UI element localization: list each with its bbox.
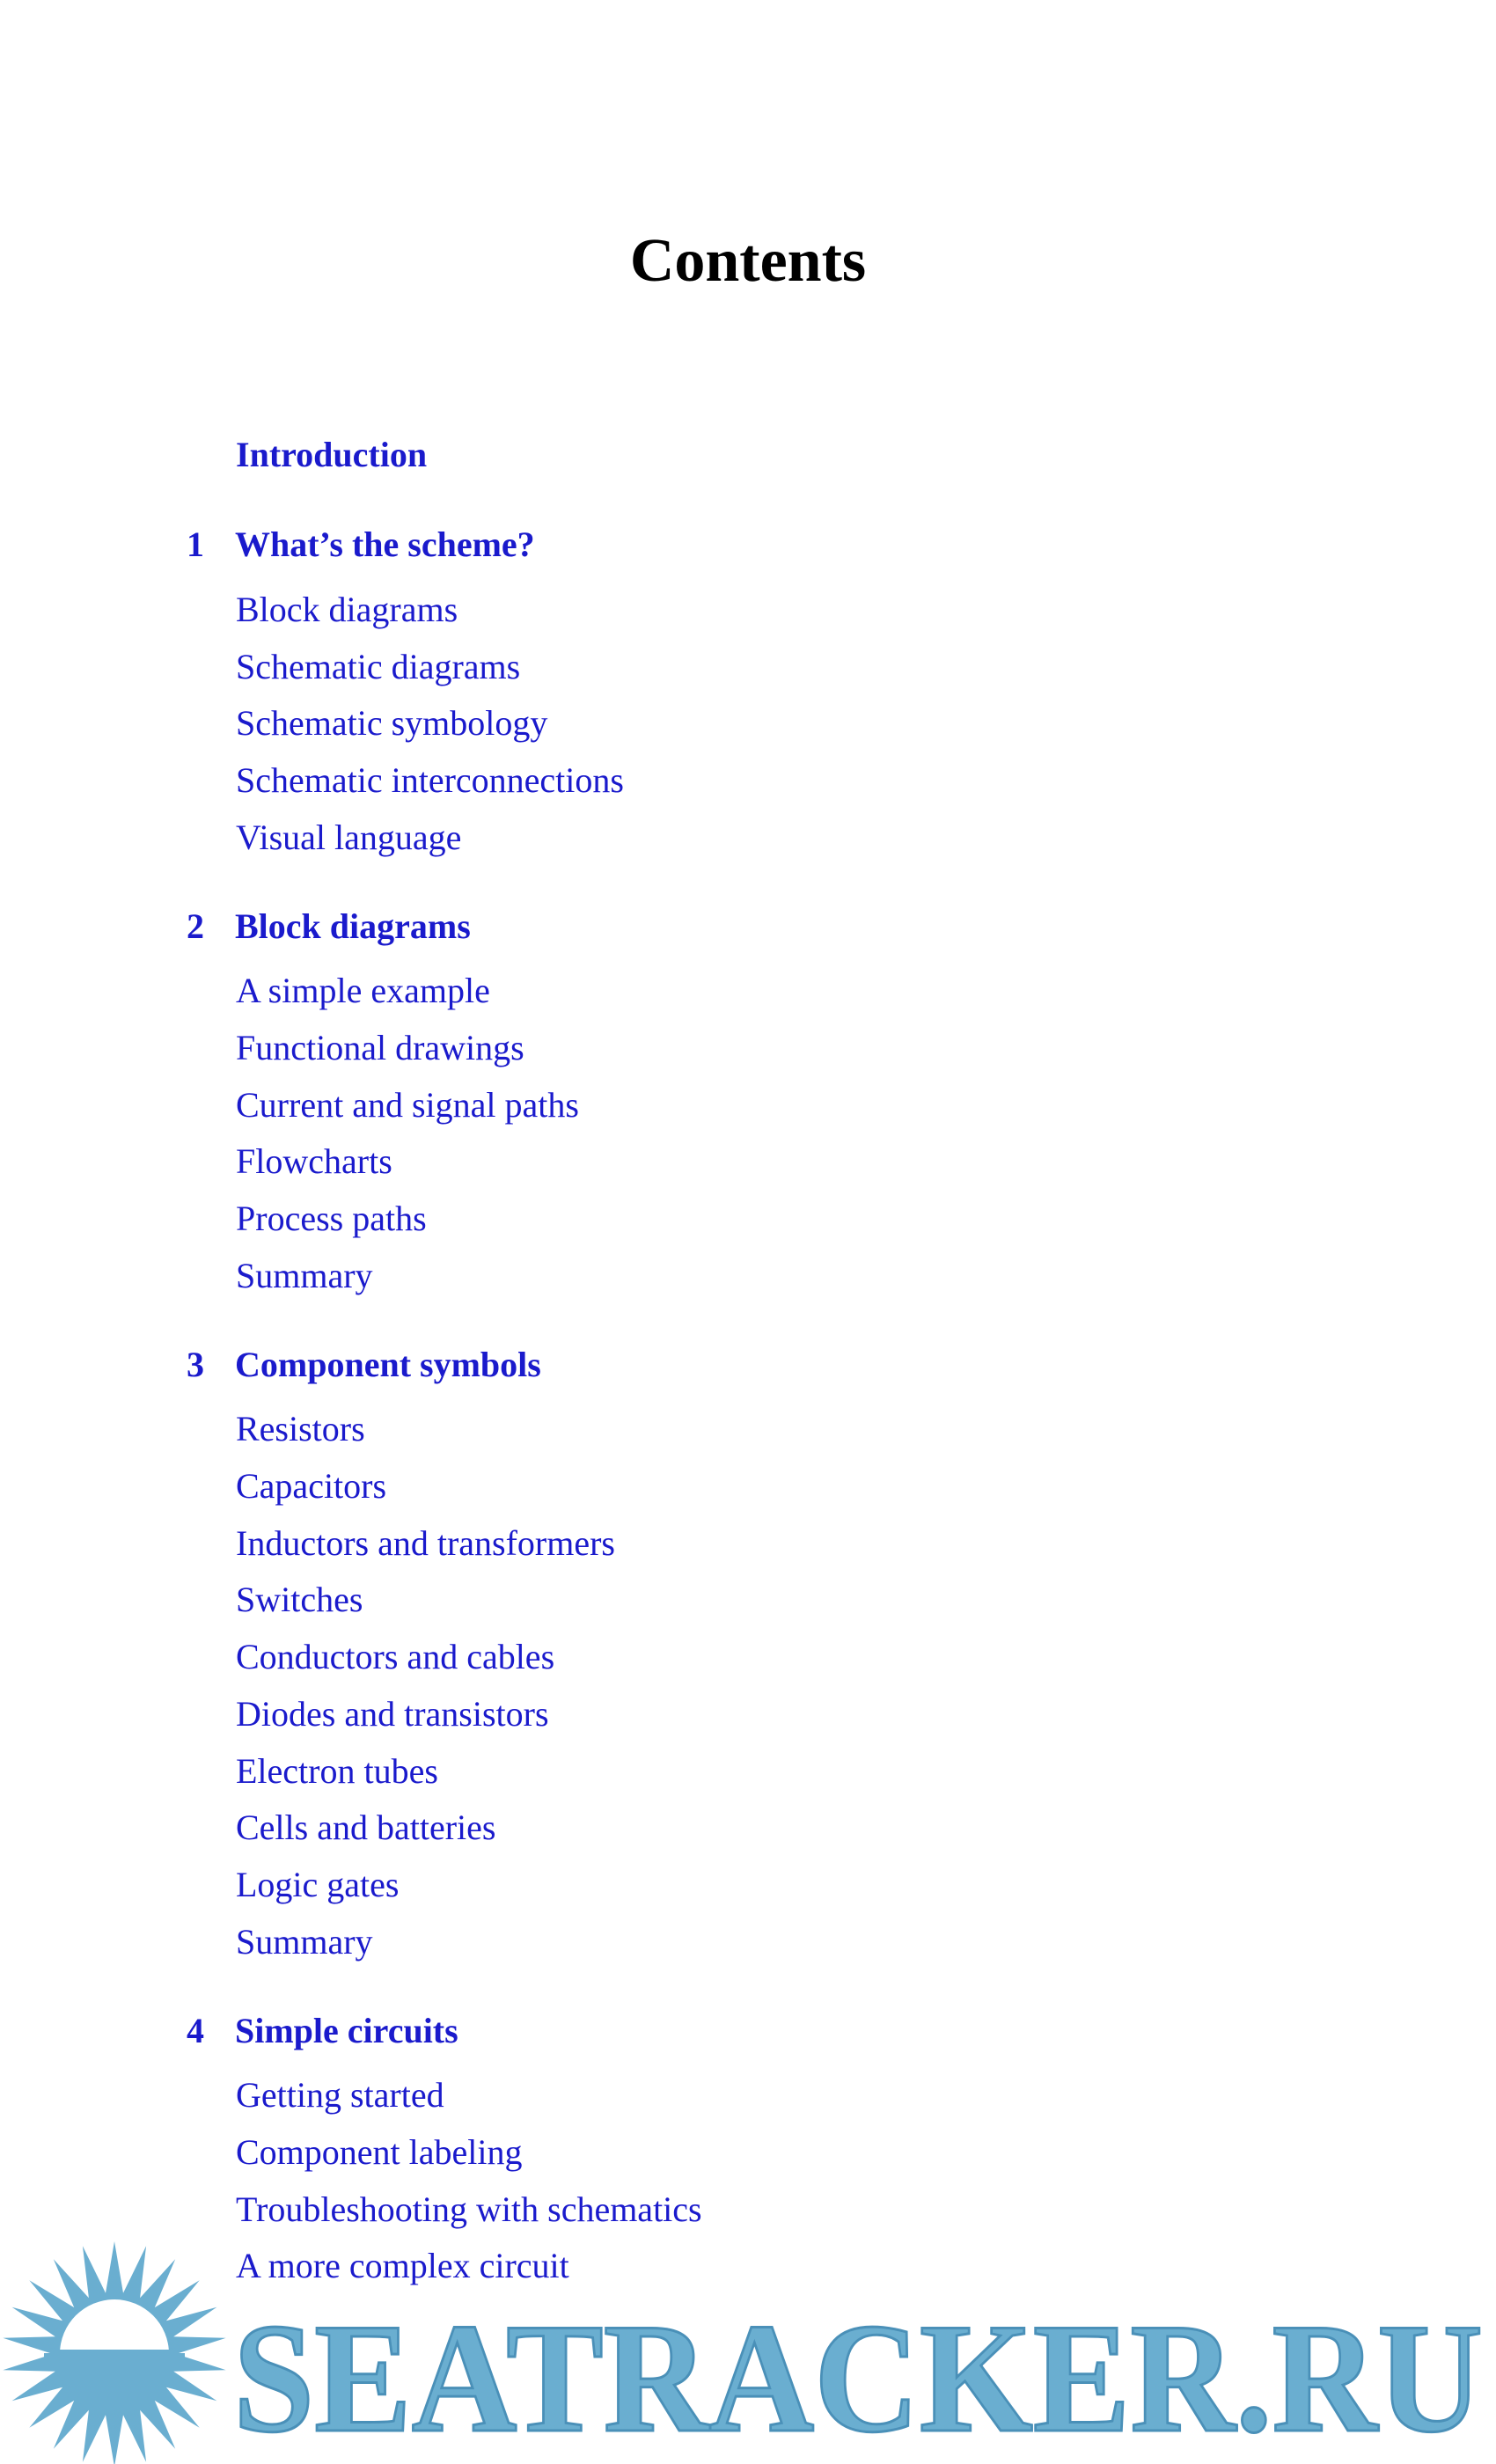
- chapter-number: 4: [187, 2011, 204, 2050]
- chapter-title: Component symbols: [235, 1345, 541, 1384]
- toc-section-item[interactable]: Schematic symbology: [236, 703, 548, 743]
- toc-section-item[interactable]: Process paths: [236, 1199, 427, 1238]
- toc-section-item[interactable]: Capacitors: [236, 1466, 387, 1506]
- toc-section-item[interactable]: Schematic interconnections: [236, 760, 624, 800]
- chapter-title: Simple circuits: [235, 2011, 458, 2050]
- page-title: Contents: [629, 227, 867, 295]
- chapter-number: 1: [187, 524, 204, 564]
- toc-section-item[interactable]: Logic gates: [236, 1865, 400, 1904]
- chapter-title: Block diagrams: [235, 906, 471, 946]
- chapter-heading-1[interactable]: [187, 524, 535, 564]
- toc-section-item[interactable]: Summary: [236, 1256, 373, 1295]
- toc-section-item[interactable]: Troubleshooting with schematics: [236, 2189, 702, 2229]
- toc-section-item[interactable]: Flowcharts: [236, 1141, 392, 1181]
- toc-section-item[interactable]: Schematic diagrams: [236, 647, 521, 686]
- toc-section-item[interactable]: Diodes and transistors: [236, 1694, 549, 1734]
- sun-icon: [3, 2241, 225, 2464]
- toc-section-item[interactable]: Resistors: [236, 1409, 365, 1448]
- chapter-number: 3: [187, 1345, 204, 1384]
- toc-section-item[interactable]: Electron tubes: [236, 1751, 438, 1791]
- chapter-heading-2[interactable]: [187, 906, 471, 946]
- toc-section-item[interactable]: Current and signal paths: [236, 1085, 579, 1125]
- toc-section-item[interactable]: Component labeling: [236, 2132, 523, 2172]
- toc-section-item[interactable]: Inductors and transformers: [236, 1523, 615, 1563]
- toc-section-item[interactable]: Switches: [236, 1580, 363, 1619]
- toc-section-item[interactable]: Conductors and cables: [236, 1637, 555, 1676]
- toc-section-item[interactable]: Getting started: [236, 2075, 444, 2115]
- chapter-heading-4[interactable]: [187, 2013, 458, 2049]
- toc-introduction[interactable]: Introduction: [236, 435, 428, 474]
- toc-section-item[interactable]: Block diagrams: [236, 590, 458, 629]
- watermark-text: SEATRACKER.RU: [233, 2291, 1483, 2464]
- toc-section-item[interactable]: Functional drawings: [236, 1028, 524, 1067]
- sun-rays: [3, 2241, 225, 2464]
- chapter-number: 2: [187, 906, 204, 946]
- toc-section-item[interactable]: Cells and batteries: [236, 1808, 496, 1847]
- toc-section-item[interactable]: A simple example: [236, 971, 490, 1010]
- watermark-logo: [0, 2235, 1496, 2464]
- chapter-title: What’s the scheme?: [235, 524, 535, 564]
- toc-section-item[interactable]: A more complex circuit: [236, 2246, 569, 2285]
- toc-section-item[interactable]: Summary: [236, 1922, 373, 1962]
- toc-section-item[interactable]: Visual language: [236, 818, 462, 857]
- chapter-heading-3[interactable]: [187, 1347, 541, 1382]
